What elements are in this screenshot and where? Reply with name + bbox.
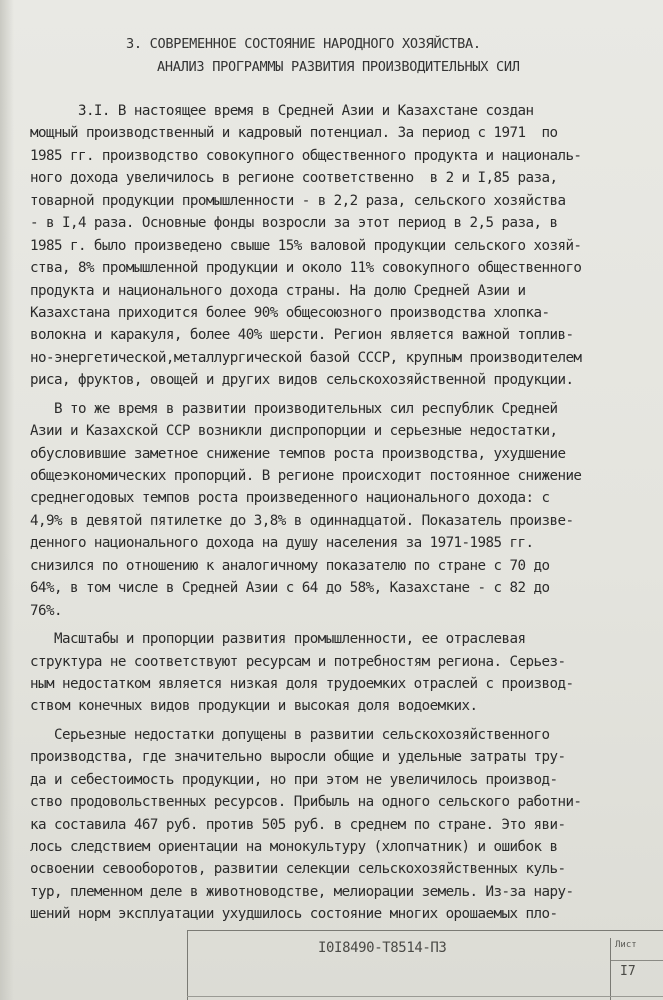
text-line: 64%, в том числе в Средней Азии с 64 до 58%, Казахстане - с 82 до	[30, 580, 550, 597]
text-line: ством конечных видов продукции и высокая доля водоемких.	[30, 698, 478, 715]
text-line: - в I,4 раза. Основные фонды возросли за этот период в 2,5 раза, в	[30, 215, 558, 232]
text-line: 1985 г. было произведено свыше 15% валовой продукции сельского хозяй-	[30, 237, 582, 254]
text-line: 4,9% в девятой пятилетке до 3,8% в одиннадцатой. Показатель произве-	[30, 512, 574, 529]
text-line: денного национального дохода на душу населения за 1971-1985 гг.	[30, 535, 534, 552]
sheet-number: I7	[620, 964, 636, 979]
text-line: да и себестоимость продукции, но при этом не увеличилось производ-	[30, 771, 558, 788]
paragraph	[30, 398, 660, 622]
paragraph	[30, 100, 660, 392]
text-line: Масштабы и пропорции развития промышленности, ее отраслевая	[30, 631, 526, 648]
sheet-label: Лист	[615, 940, 637, 950]
text-line: производства, где значительно выросли общие и удельные затраты тру-	[30, 749, 566, 766]
paragraph	[30, 628, 660, 718]
text-line: Казахстана приходится более 90% общесоюзного производства хлопка-	[30, 304, 550, 321]
text-line: В то же время в развитии производительных сил республик Средней	[30, 400, 558, 417]
text-line: общеэкономических пропорций. В регионе происходит постоянное снижение	[30, 468, 582, 484]
text-line: риса, фруктов, овощей и других видов сельскохозяйственной продукции.	[30, 372, 574, 389]
text-line: волокна и каракуля, более 40% шерсти. Регион является важной топлив-	[30, 327, 574, 344]
text-line: ка составила 467 руб. против 505 руб. в среднем по стране. Это яви-	[30, 816, 566, 833]
text-line: шений норм эксплуатации ухудшилось состояние многих орошаемых пло-	[30, 906, 558, 923]
text-line: лось следствием ориентации на монокультуру (хлопчатник) и ошибок в	[30, 839, 558, 855]
text-line: обусловившие заметное снижение темпов роста производства, ухудшение	[30, 445, 566, 462]
text-line: товарной продукции промышленности - в 2,2 раза, сельского хозяйства	[30, 192, 566, 209]
text-line: ство продовольственных ресурсов. Прибыль на одного сельского работни-	[30, 794, 582, 811]
text-line: 76%.	[30, 602, 62, 619]
text-line: снизился по отношению к аналогичному показателю по стране с 70 до	[30, 557, 550, 574]
text-line: 1985 гг. производство совокупного общественного продукта и националь-	[30, 147, 582, 164]
section-heading-line-1: 3. СОВРЕМЕННОЕ СОСТОЯНИЕ НАРОДНОГО ХОЗЯЙСТВА.	[126, 36, 481, 52]
title-block-bottom-line	[187, 996, 663, 997]
text-line: Серьезные недостатки допущены в развитии сельскохозяйственного	[30, 726, 550, 743]
text-line: но-энергетической,металлургической базой СССР, крупным производителем	[30, 349, 582, 366]
text-line: освоении севооборотов, развитии селекции сельскохозяйственных куль-	[30, 861, 566, 878]
text-line: ным недостатком является низкая доля трудоемких отраслей с производ-	[30, 675, 574, 692]
title-block-divider	[611, 960, 663, 961]
section-heading-line-2: АНАЛИЗ ПРОГРАММЫ РАЗВИТИЯ ПРОИЗВОДИТЕЛЬНЫХ СИЛ	[157, 59, 520, 75]
text-line: Азии и Казахской ССР возникли диспропорции и серьезные недостатки,	[30, 423, 558, 440]
text-line: продукта и национального дохода страны. На долю Средней Азии и	[30, 282, 526, 299]
text-line: тур, племенном деле в животноводстве, мелиорации земель. Из-за нару-	[30, 883, 574, 900]
text-line: ства, 8% промышленной продукции и около 11% совокупного общественного	[30, 260, 582, 277]
document-body	[30, 100, 660, 926]
text-line: структура не соответствуют ресурсам и потребностям региона. Серьез-	[30, 653, 566, 670]
text-line: мощный производственный и кадровый потенциал. За период с 1971 по	[30, 125, 558, 142]
text-line: среднегодовых темпов роста произведенного национального дохода: с	[30, 490, 550, 507]
text-line: ного дохода увеличилось в регионе соответственно в 2 и I,85 раза,	[30, 170, 558, 187]
text-line: 3.I. В настоящее время в Средней Азии и Казахстане создан	[30, 103, 534, 119]
document-code: I0I8490-T8514-ПЗ	[318, 940, 447, 956]
paragraph	[30, 724, 660, 926]
scan-edge-shadow	[0, 0, 14, 1000]
